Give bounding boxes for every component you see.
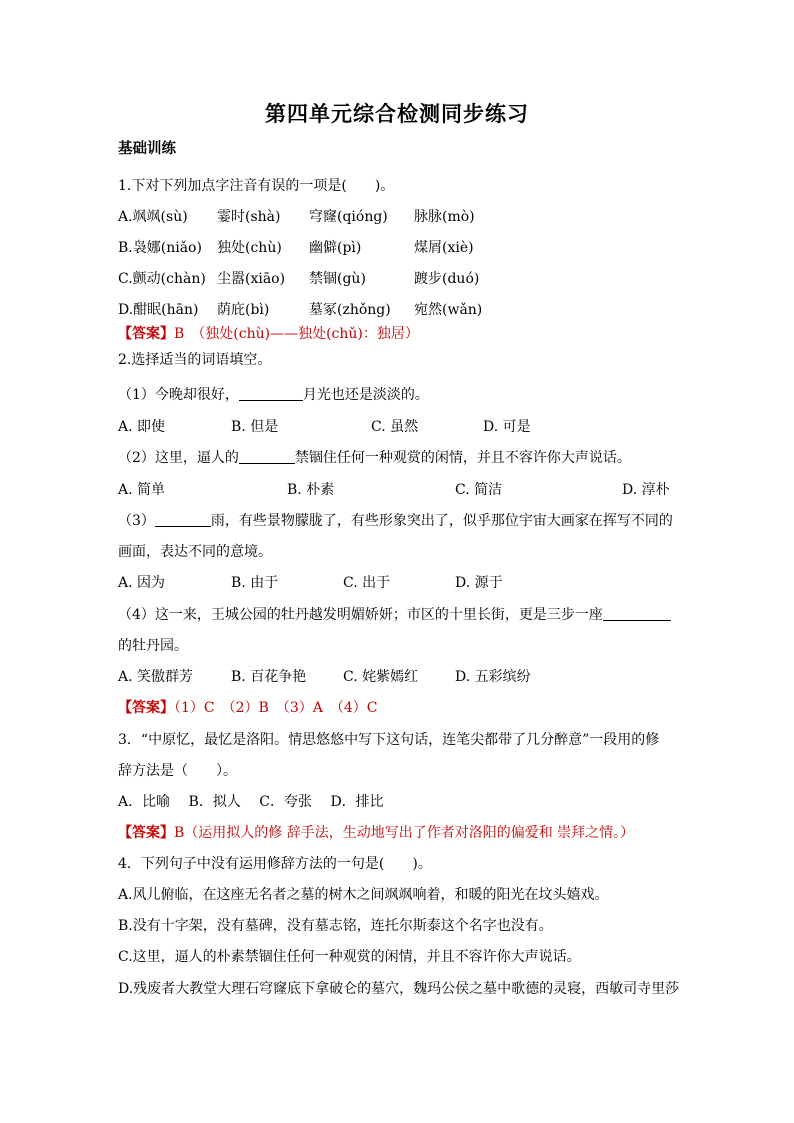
q2-part4-option-a: A. 笑傲群芳 [118,669,194,685]
q2-part4-line2: 的牡丹园。 [118,638,188,654]
answer-text: B （独处(chù)——独处(chǔ)：独居） [174,326,419,342]
q1-option-d-4: 宛然(wǎn) [414,302,483,318]
q1-option-c-2: 尘嚣(xiāo) [217,271,286,287]
q1-option-c-4: 踱步(duó) [414,271,480,287]
q2-part2-option-b: B. 朴素 [287,482,335,498]
q1-option-a-2: 霎时(shà) [217,209,281,225]
q2-stem: 2.选择适当的词语填空。 [118,352,272,368]
q1-option-b-2: 独处(chù) [217,240,282,256]
q3-stem-line1: 3．“中原忆，最忆是洛阳。情思悠悠中写下这句话，连笔尖都带了几分醉意”一段用的修 [118,732,660,748]
q1-option-d-3: 墓冢(zhǒng) [309,302,391,318]
q1-option-d-2: 荫庇(bì) [217,302,270,318]
q1-option-b-1: B.袅娜(niǎo) [118,240,202,256]
q1-option-b-4: 煤屑(xiè) [414,240,474,256]
q1-option-a-3: 穹窿(qióng) [309,209,388,225]
q2-part1-text-start: （1）今晚却很好， [118,387,239,403]
q4-option-d: D.残废者大教堂大理石穹窿底下拿破仑的墓穴，魏玛公侯之墓中歌德的灵寝，西敏司寺里莎 [118,981,680,997]
q3-stem-line2: 辞方法是（ ）。 [118,763,237,779]
q4-option-c: C.这里，逼人的朴素禁锢住任何一种观赏的闲情，并且不容许你大声说话。 [118,949,581,965]
answer-label: 【答案】 [118,700,174,716]
q2-part1-text-end: 月光也还是淡淡的。 [302,387,429,403]
q3-answer [118,824,634,842]
q2-part2-option-a: A. 简单 [118,482,166,498]
q2-part4-text-start: （4）这一来，王城公园的牡丹越发明媚娇妍；市区的十里长街，更是三步一座 [118,607,603,623]
q2-part3-line1 [118,512,673,530]
q2-part4-option-d: D. 五彩缤纷 [455,669,531,685]
q2-part1-option-b: B. 但是 [231,419,279,435]
q3-options: A．比喻 B．拟人 C．夸张 D．排比 [118,794,384,810]
fill-blank [239,386,303,401]
q2-part1-option-c: C. 虽然 [371,419,419,435]
q4-option-a: A.风儿俯临，在这座无名者之墓的树木之间飒飒响着，和暖的阳光在坟头嬉戏。 [118,887,609,903]
q2-part3-line2: 画面，表达不同的意境。 [118,544,272,560]
fill-blank [239,449,295,464]
q1-option-d-1: D.酣眠(hān) [118,302,199,318]
fill-blank [603,606,671,621]
q2-part3-option-d: D. 源于 [455,575,503,591]
q1-option-b-3: 幽僻(pì) [309,240,362,256]
section-heading: 基础训练 [118,141,176,157]
q1-option-a-4: 脉脉(mò) [414,209,475,225]
answer-text: B（运用拟人的修 辞手法，生动地写出了作者对洛阳的偏爱和 崇拜之情。） [174,825,635,841]
q2-part3-text-end: 雨，有些景物朦胧了，有些形象突出了，似乎那位宇宙大画家在挥写不同的 [210,513,673,529]
page-title: 第四单元综合检测同步练习 [265,102,529,126]
q2-part1 [118,386,429,404]
q1-option-a-1: A.飒飒(sù) [118,209,188,225]
q2-part3-option-a: A. 因为 [118,575,166,591]
q2-part4-line1 [118,606,671,624]
q2-part2-text-end: 禁锢住任何一种观赏的闲情，并且不容许你大声说话。 [294,450,631,466]
q2-part2-option-c: C. 简洁 [455,482,503,498]
q2-part3-option-c: C. 出于 [343,575,391,591]
answer-label: 【答案】 [118,326,174,342]
q2-part2 [118,449,631,467]
q2-part3-option-b: B. 由于 [231,575,279,591]
q2-part3-text-start: （3） [118,513,155,529]
q2-part1-option-a: A. 即使 [118,419,166,435]
q4-stem: 4．下列句子中没有运用修辞方法的一句是( )。 [118,856,432,872]
q1-answer [118,325,419,343]
q2-part1-option-d: D. 可是 [483,419,531,435]
answer-label: 【答案】 [118,825,174,841]
q2-answer [118,699,377,717]
q2-part4-option-b: B. 百花争艳 [231,669,307,685]
answer-text: （1）C （2）B （3）A （4）C [174,700,378,716]
q2-part2-text-start: （2）这里，逼人的 [118,450,239,466]
q2-part2-option-d: D. 淳朴 [622,482,670,498]
fill-blank [155,512,211,527]
q1-option-c-3: 禁锢(gù) [309,271,366,287]
q1-option-c-1: C.颤动(chàn) [118,271,206,287]
q2-part4-option-c: C. 姹紫嫣红 [343,669,419,685]
q1-stem: 1.下对下列加点字注音有误的一项是( )。 [118,178,395,194]
q4-option-b: B.没有十字架，没有墓碑，没有墓志铭，连托尔斯泰这个名字也没有。 [118,918,553,934]
